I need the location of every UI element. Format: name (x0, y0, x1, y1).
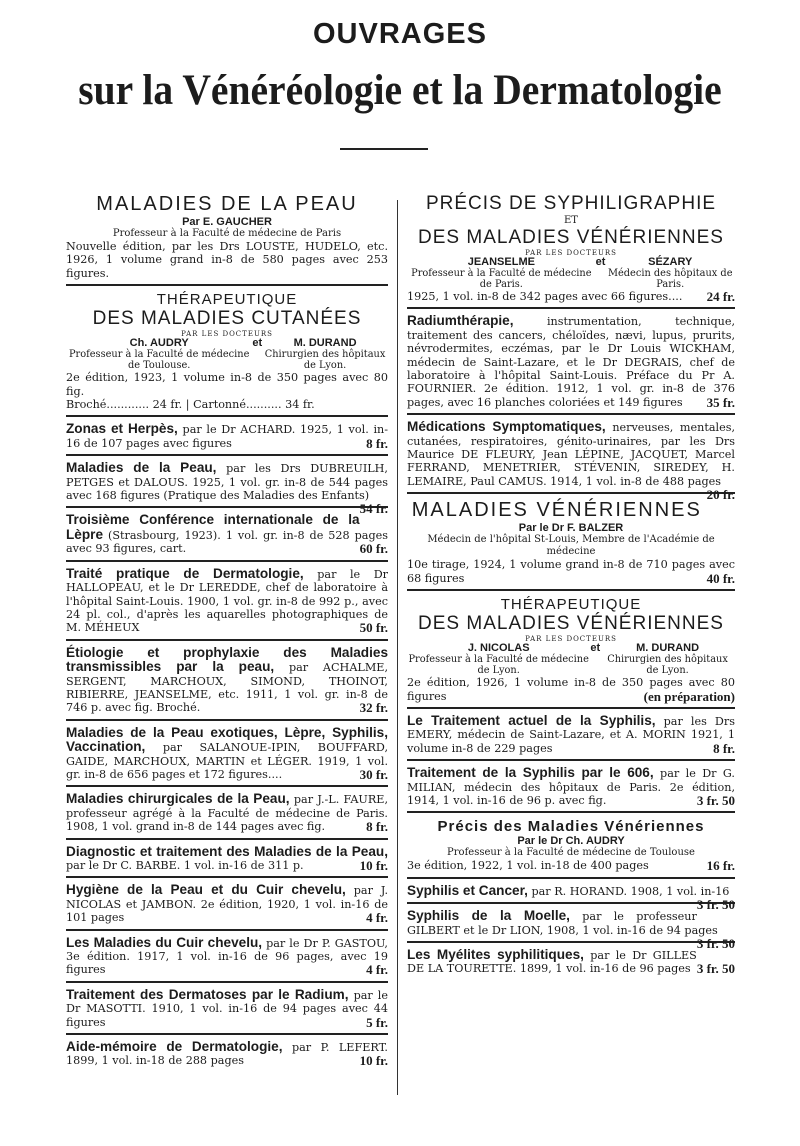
book-price: Broché............ 24 fr. | Cartonné.......... 34 fr. (66, 398, 315, 412)
divider (66, 876, 388, 878)
book-entry (66, 988, 388, 1029)
book-price: 4 fr. (366, 910, 388, 926)
divider (407, 413, 735, 415)
book-entry (407, 676, 735, 703)
divider (407, 877, 735, 879)
author-name: M. DURAND (636, 642, 700, 655)
book-text: par le Dr ACHARD. 1925, 1 vol. in-16 de 107 pages avec figures (66, 423, 389, 450)
book-title: Maladies de la Peau exotiques, Lèpre, Syphilis, Vaccination, (66, 724, 388, 755)
page-subtitle: sur la Vénéréologie et la Dermatologie (78, 67, 722, 114)
divider (66, 506, 388, 508)
author-desc: Médecin des hôpitaux de Paris. (607, 268, 733, 290)
book-title: DES MALADIES CUTANÉES (92, 308, 362, 330)
left-column (66, 193, 388, 1068)
book-title: Maladies de la Peau, (66, 460, 217, 476)
book-entry (66, 513, 388, 555)
column-divider (397, 200, 398, 1095)
divider (407, 492, 735, 494)
and-label: ET (564, 215, 578, 226)
divider (66, 454, 388, 456)
book-title: Traité pratique de Dermatologie, (66, 565, 304, 581)
book-title: Traitement des Dermatoses par le Radium, (66, 986, 349, 1002)
book-entry (407, 766, 735, 807)
divider (407, 759, 735, 761)
author-desc: Chirurgien des hôpitaux de Lyon. (264, 349, 386, 372)
book-text: par J. NICOLAS et JAMBON. 2e édition, 1920, 1 vol. in-16 de 101 pages (66, 884, 388, 925)
book-price: 10 fr. (359, 858, 388, 873)
author-desc: Professeur à la Faculté de médecine de Toulouse (447, 847, 695, 859)
book-price: 8 fr. (713, 740, 735, 756)
book-title: Médications Symptomatiques, (407, 419, 606, 435)
book-title: Zonas et Herpès, (66, 421, 178, 437)
divider (66, 415, 388, 417)
divider (66, 981, 388, 983)
book-entry (66, 422, 388, 450)
book-title: Syphilis de la Moelle, (407, 908, 570, 924)
author-name: SÉZARY (648, 256, 693, 268)
author-desc: Chirurgien des hôpitaux de Lyon. (607, 654, 728, 677)
book-title: MALADIES DE LA PEAU (96, 193, 358, 215)
book-title: THÉRAPEUTIQUE (500, 596, 642, 614)
book-text: par le Dr C. BARBE. 1 vol. in-16 de 311 p. (66, 859, 304, 872)
book-text: par ACHALME, SERGENT, MARCHOUX, SIMOND, THOINOT, RIBIERRE, JEANSELME, etc. 1911, 1 vol. gr. in-8 de 746 p. avec fig. Broché. (66, 661, 389, 715)
book-title: Aide-mémoire de Dermatologie, (66, 1039, 283, 1055)
author-desc: Professeur à la Faculté de médecine de Toulouse. (68, 349, 250, 372)
book-author: Par le Dr Ch. AUDRY (517, 835, 625, 848)
book-price: 3 fr. 50 (696, 792, 735, 808)
book-price: 30 fr. (359, 766, 388, 782)
title-rule (340, 148, 428, 150)
book-price: 10 fr. (359, 1053, 388, 1069)
divider (66, 929, 388, 931)
book-text: par les Drs DUBREUILH, PETGES et DALOUS. 1925, 1 vol. gr. in-8 de 544 pages avec 168 figures (Pratique des Maladies des Enfants) (66, 462, 388, 503)
author-pair (407, 643, 735, 676)
book-price: 20 fr. (706, 487, 735, 503)
book-text: par les Drs EMERY, médecin de Saint-Lazare, et A. MORIN 1921, 1 volume in-8 de 229 pages (407, 714, 735, 755)
book-title: Les Maladies du Cuir chevelu, (66, 934, 263, 950)
book-entry (407, 419, 735, 503)
and-label: et (252, 337, 263, 350)
author-name: JEANSELME (467, 256, 535, 268)
book-price: 35 fr. (706, 394, 735, 410)
book-entry (407, 558, 735, 585)
book-price: 8 fr. (366, 435, 388, 451)
and-label: et (595, 256, 606, 268)
authors-label: PAR LES DOCTEURS (525, 635, 617, 644)
authors-label: PAR LES DOCTEURS (181, 330, 273, 339)
book-entry (407, 948, 735, 976)
and-label: et (590, 642, 601, 655)
author-pair (66, 338, 388, 371)
book-text: par le Dr G. MILIAN, médecin des hôpitaux de Paris. 2e édition, 1914, 1 vol. in-16 de 96 p. avec fig. (407, 767, 735, 807)
book-entry (407, 714, 735, 755)
divider (407, 707, 735, 709)
book-entry (407, 882, 735, 913)
divider (66, 838, 388, 840)
book-price: 3 fr. 50 (696, 961, 735, 977)
book-price: 24 fr. (706, 289, 735, 304)
book-entry (66, 1040, 388, 1068)
book-price: 3 fr. 50 (696, 935, 735, 951)
author-desc: Professeur à la Faculté de médecine de Paris (112, 228, 342, 239)
book-text: par SALANOUE-IPIN, BOUFFARD, GAIDE, MARCHOUX, MARTIN et LÉGER. 1919, 1 vol. gr. in-8 de 656 pages et 172 figures.... (66, 741, 388, 781)
book-title: Le Traitement actuel de la Syphilis, (407, 712, 656, 728)
book-title: Les Myélites syphilitiques, (407, 946, 584, 962)
book-price: 60 fr. (359, 541, 388, 557)
book-text: 2e édition, 1923, 1 volume in-8 de 350 pages avec 80 fig. (66, 371, 388, 398)
book-text: par le Dr P. GASTOU, 3e édition. 1917, 1 vol. in-16 de 96 pages, avec 19 figures (66, 936, 388, 977)
book-price: (en préparation) (643, 688, 735, 704)
divider (66, 639, 388, 641)
divider (407, 589, 735, 591)
page-title: OUVRAGES (313, 18, 487, 50)
book-author: Par E. GAUCHER (182, 216, 272, 228)
right-column (407, 193, 735, 976)
book-title: Syphilis et Cancer, (407, 882, 528, 898)
book-text: 10e tirage, 1924, 1 volume grand in-8 de 710 pages avec 68 figures (407, 558, 735, 585)
book-text: par le professeur GILBERT et le Dr LION, 1908, 1 vol. in-16 de 94 pages (407, 910, 718, 937)
book-price: 4 fr. (366, 962, 388, 978)
book-entry (407, 859, 735, 872)
book-entry (66, 646, 388, 715)
book-price: 40 fr. (706, 570, 735, 586)
book-author: Par le Dr F. BALZER (518, 522, 624, 535)
book-title: THÉRAPEUTIQUE (156, 291, 298, 309)
book-entry (407, 908, 735, 951)
book-title: DES MALADIES VÉNÉRIENNES (418, 613, 724, 635)
divider (66, 284, 388, 286)
author-desc: Médecin de l'hôpital St-Louis, Membre de l'Académie de médecine (427, 534, 715, 558)
divider (407, 941, 735, 943)
book-price: 54 fr. (359, 501, 388, 517)
book-text: Nouvelle édition, par les Drs LOUSTE, HUDELO, etc. 1926, 1 volume grand in-8 de 580 pages avec 253 figures. (66, 240, 388, 280)
author-name: Ch. AUDRY (129, 337, 189, 350)
book-title: DES MALADIES VÉNÉRIENNES (418, 227, 724, 248)
divider (407, 902, 735, 904)
book-text: par le Dr MASOTTI. 1910, 1 vol. in-16 de 94 pages avec 44 figures (66, 988, 388, 1029)
authors-label: PAR LES DOCTEURS (525, 249, 617, 257)
book-entry (66, 936, 388, 977)
book-title: PRÉCIS DE SYPHILIGRAPHIE (425, 193, 717, 214)
divider (66, 560, 388, 562)
book-title: Maladies chirurgicales de la Peau, (66, 791, 290, 807)
book-price: 8 fr. (366, 819, 388, 835)
author-desc: Professeur à la Faculté de médecine de Paris. (411, 268, 592, 290)
book-entry (66, 792, 388, 833)
book-title: Hygiène de la Peau et du Cuir chevelu, (66, 882, 346, 898)
divider (407, 307, 735, 309)
book-price: 5 fr. (366, 1014, 388, 1030)
book-text: par P. LEFERT. 1899, 1 vol. in-18 de 288 pages (66, 1041, 388, 1068)
author-pair (407, 257, 735, 290)
author-name: J. NICOLAS (467, 642, 530, 655)
book-price: 32 fr. (359, 700, 388, 716)
book-text: par R. HORAND. 1908, 1 vol. in-16 (531, 884, 730, 898)
book-text: par J.-L. FAURE, professeur agrégé à la Faculté de médecine de Paris. 1908, 1 vol. grand in-8 de 144 pages avec fig. (66, 793, 388, 834)
book-entry (66, 845, 388, 873)
divider (66, 719, 388, 721)
book-title: MALADIES VÉNÉRIENNES (411, 499, 702, 522)
book-text: par le Dr GILLES DE LA TOURETTE. 1899, 1 vol. in-16 de 96 pages (407, 948, 697, 976)
book-title: Étiologie et prophylaxie des Maladies transmissibles par la peau, (66, 644, 388, 675)
book-entry (66, 460, 388, 517)
book-text: nerveuses, mentales, cutanées, respiratoires, génito-urinaires, par les Drs Maurice DE FLEURY, Jean LÉPINE, JACQUET, Marcel FERRAND, MENETRIER, STÉVENIN, SIREDEY, H. LEMAIRE, Paul CAMUS. 1914, 1 vol. in-8 de 488 pages (407, 421, 735, 488)
book-entry (407, 314, 735, 409)
book-title: Précis des Maladies Vénériennes (437, 818, 705, 836)
book-text: par le Dr HALLOPEAU, et le Dr LEREDDE, chef de laboratoire à l'hôpital Saint-Louis. 1900, 1 vol. gr. in-8 de 992 p., avec 24 pl. col., d'après les aquarelles photographiques de M. MÉHEUX (66, 567, 389, 635)
book-price: 16 fr. (706, 858, 735, 874)
divider (407, 811, 735, 813)
book-text: 2e édition, 1926, 1 volume in-8 de 350 pages avec 80 figures (407, 676, 735, 703)
book-title: Radiumthérapie, (407, 313, 514, 329)
book-title: Diagnostic et traitement des Maladies de la Peau, (66, 843, 388, 859)
book-entry (66, 567, 388, 635)
author-desc: Professeur à la Faculté de médecine de Lyon. (408, 654, 589, 677)
book-text: instrumentation, technique, traitement des cancers, chéloïdes, nævi, lupus, prurits, névrodermites, eczémas, par le Dr Louis WICKHAM, médecin de Saint-Lazare, et le Dr DEGRAIS, chef de laboratoire à l'hôpital Saint-Louis. Préface du Pr A. FOURNIER. 2e édition. 1912, 1 vol. gr. in-8 de 376 pages, avec 16 planches coloriées et 149 figures (407, 315, 736, 409)
divider (66, 785, 388, 787)
book-text: (Strasbourg, 1923). 1 vol. gr. in-8 de 528 pages avec 93 figures, cart. (66, 528, 388, 556)
book-price: 50 fr. (359, 620, 388, 636)
book-text: 1925, 1 vol. in-8 de 342 pages avec 66 figures.... (407, 290, 683, 303)
book-entry (66, 726, 388, 782)
divider (66, 1033, 388, 1035)
book-entry (407, 290, 735, 303)
book-text: 3e édition, 1922, 1 vol. in-18 de 400 pages (407, 859, 649, 873)
book-title: Troisième Conférence internationale de la Lèpre (66, 512, 360, 542)
author-name: M. DURAND (293, 337, 357, 350)
book-price: 3 fr. 50 (696, 897, 735, 913)
book-entry (66, 883, 388, 924)
book-title: Traitement de la Syphilis par le 606, (407, 765, 654, 781)
